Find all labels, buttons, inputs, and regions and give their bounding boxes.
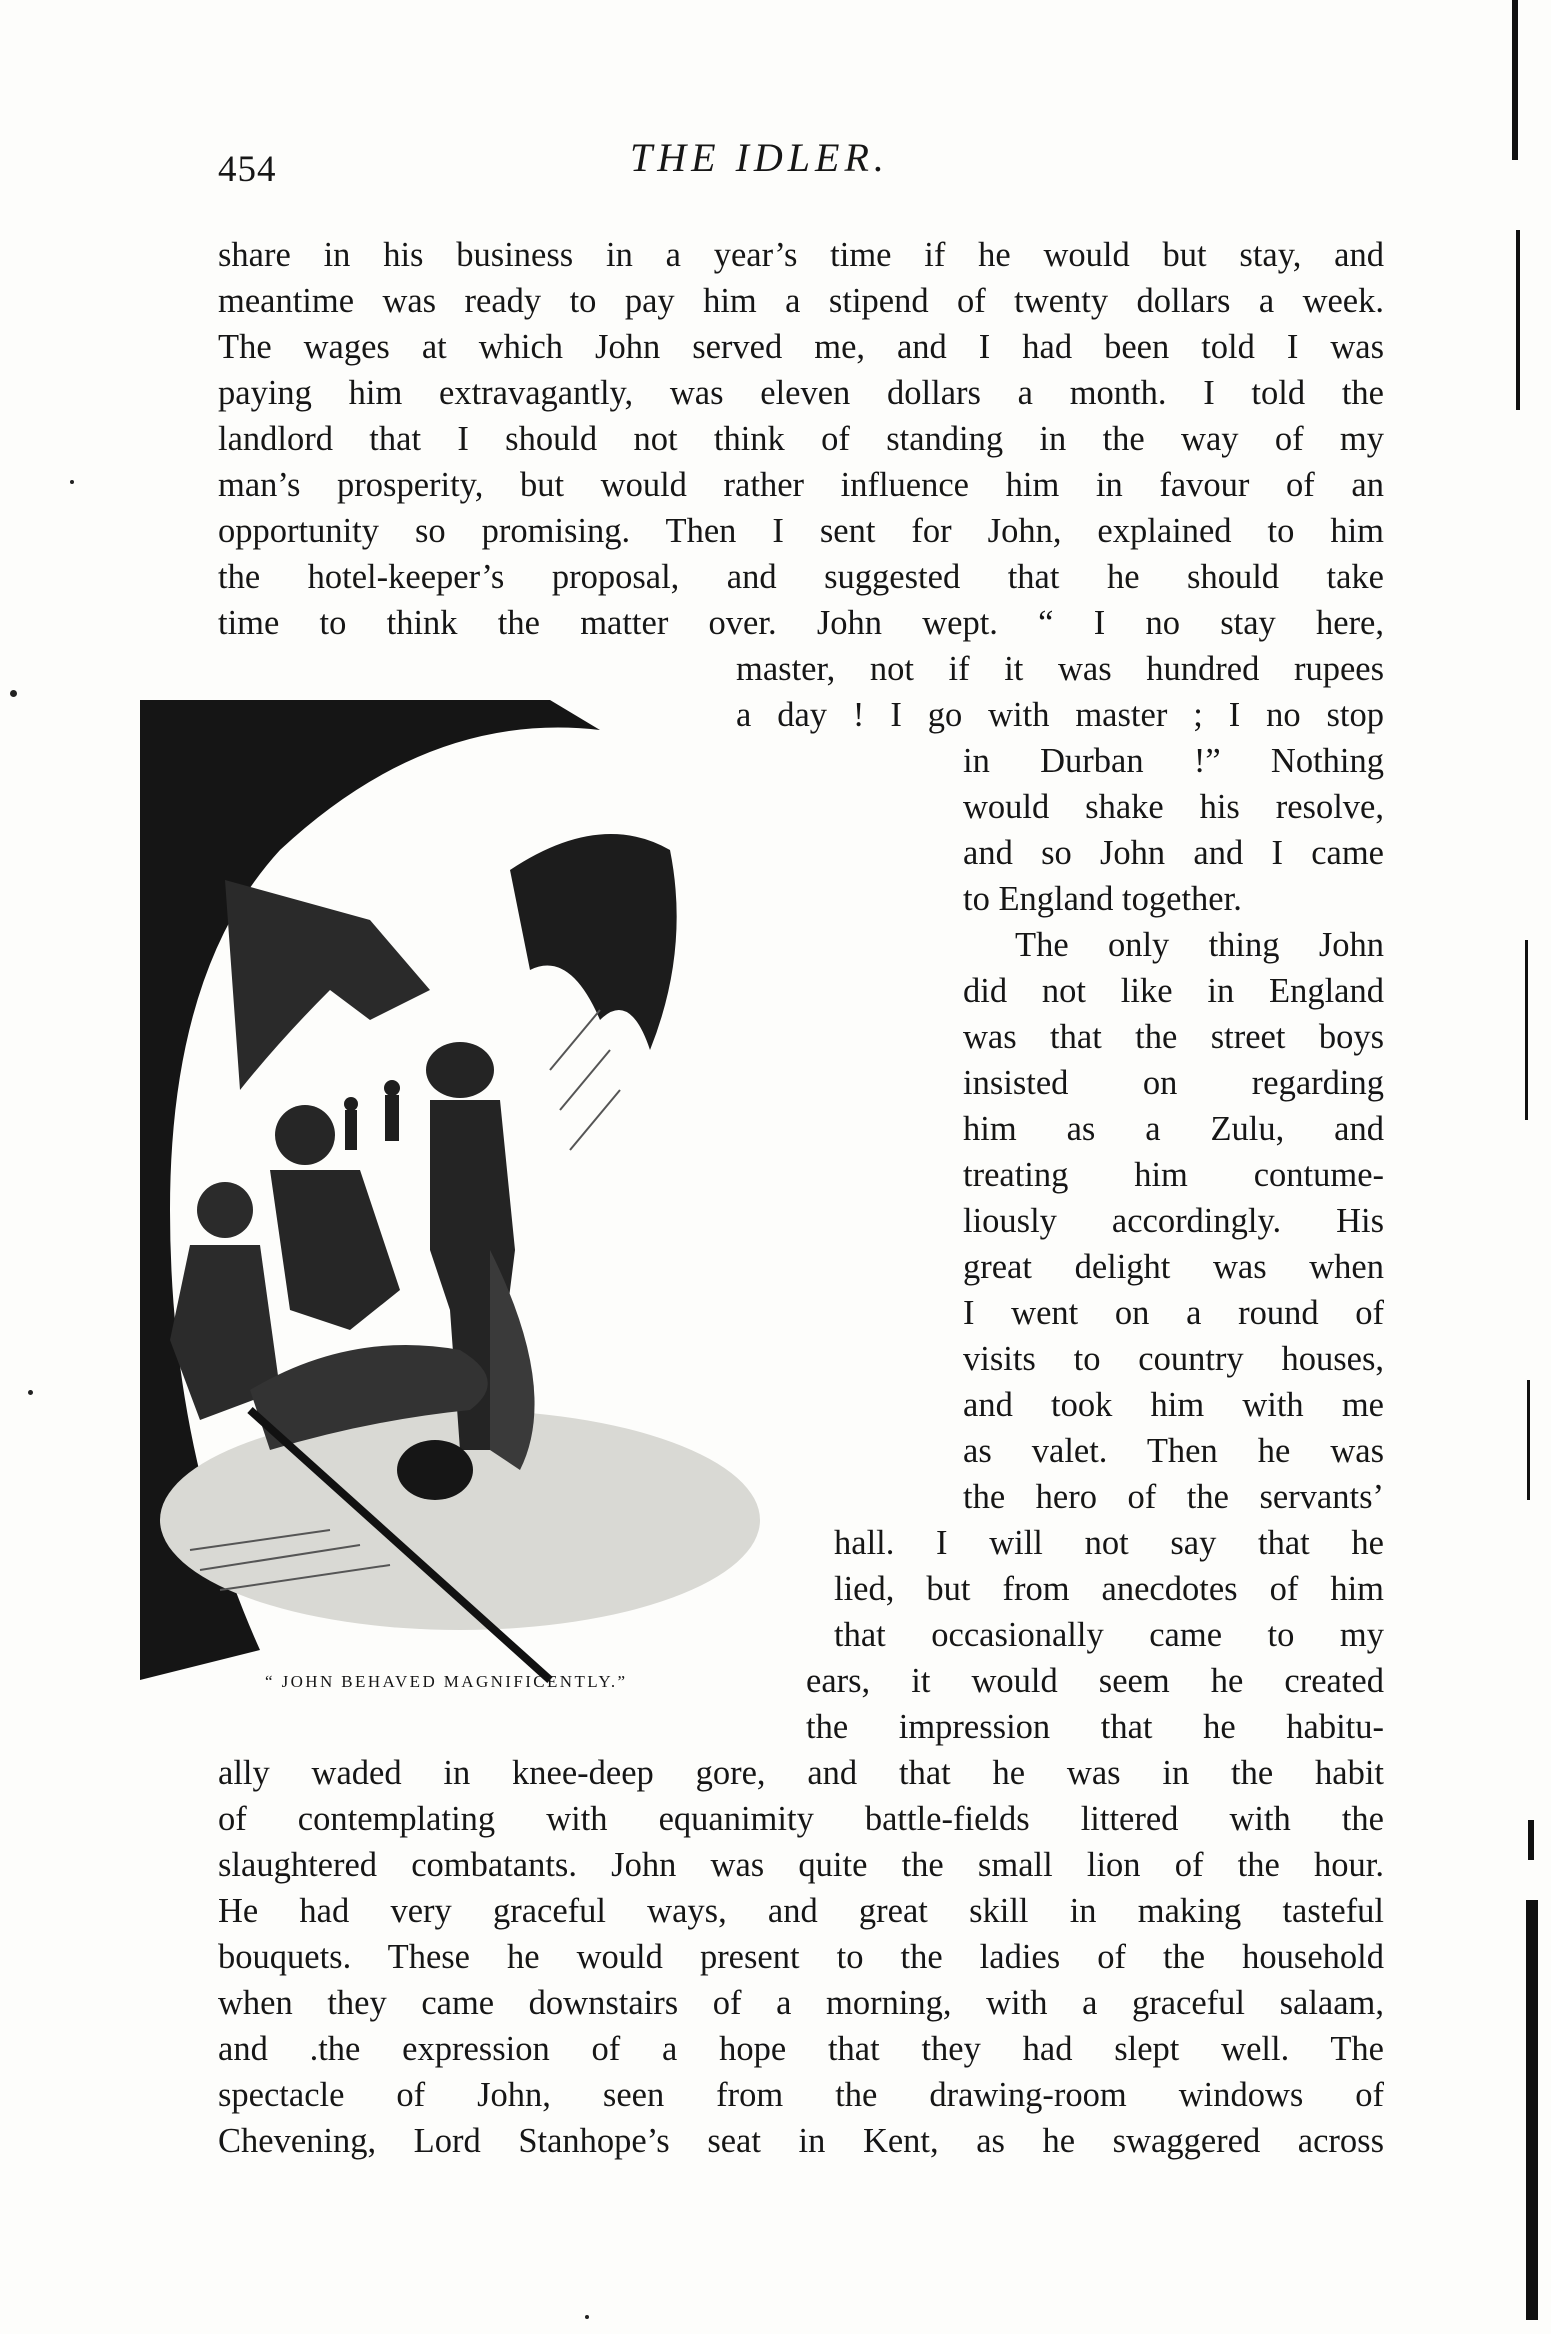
text-line: meantime was ready to pay him a stipend of twenty dollars a week. [218, 282, 1384, 320]
text-line: time to think the matter over. John wept. “ I no stay here, [218, 604, 1384, 642]
text-line: man’s prosperity, but would rather influence him in favour of an [218, 466, 1384, 504]
text-line: liously accordingly. His [963, 1202, 1384, 1240]
text-line: bouquets. These he would present to the ladies of the household [218, 1938, 1384, 1976]
illustration-distant-figures [344, 1080, 400, 1150]
text-line: to England together. [963, 880, 1242, 918]
text-line: He had very graceful ways, and great skill in making tasteful [218, 1892, 1384, 1930]
text-line: slaughtered combatants. John was quite the small lion of the hour. [218, 1846, 1384, 1884]
text-line: and took him with me [963, 1386, 1384, 1424]
text-line: him as a Zulu, and [963, 1110, 1384, 1148]
text-line: the hero of the servants’ [963, 1478, 1384, 1516]
text-line: in Durban !” Nothing [963, 742, 1384, 780]
text-line: of contemplating with equanimity battle-fields littered with the [218, 1800, 1384, 1838]
text-line: would shake his resolve, [963, 788, 1384, 826]
text-line: great delight was when [963, 1248, 1384, 1286]
text-line: paying him extravagantly, was eleven dollars a month. I told the [218, 374, 1384, 412]
scan-binding-edge [1525, 940, 1528, 1120]
illustration-figure-bearded [270, 1105, 400, 1330]
text-line: treating him contume- [963, 1156, 1384, 1194]
text-line: The only thing John [1015, 926, 1384, 964]
running-title: THE IDLER. [630, 135, 889, 180]
text-line: when they came downstairs of a morning, with a graceful salaam, [218, 1984, 1384, 2022]
scan-speck [70, 480, 74, 484]
page-number: 454 [218, 149, 277, 190]
text-line: the hotel-keeper’s proposal, and suggested that he should take [218, 558, 1384, 596]
page-header [0, 0, 1551, 220]
illustration-helmet-on-ground [397, 1440, 473, 1500]
text-line: landlord that I should not think of standing in the way of my [218, 420, 1384, 458]
text-line: share in his business in a year’s time if he would but stay, and [218, 236, 1384, 274]
text-line: hall. I will not say that he [834, 1524, 1384, 1562]
illustration-engraving [130, 690, 930, 1685]
text-line: The wages at which John served me, and I had been told I was [218, 328, 1384, 366]
text-line: spectacle of John, seen from the drawing-room windows of [218, 2076, 1384, 2114]
scan-binding-edge [1527, 1380, 1530, 1500]
scan-binding-edge [1516, 230, 1520, 410]
text-line: insisted on regarding [963, 1064, 1384, 1102]
illustration [130, 690, 930, 1685]
text-line: I went on a round of [963, 1294, 1384, 1332]
text-line: lied, but from anecdotes of him [834, 1570, 1384, 1608]
scan-speck [585, 2315, 589, 2319]
text-line: visits to country houses, [963, 1340, 1384, 1378]
text-line: and so John and I came [963, 834, 1384, 872]
text-line: that occasionally came to my [834, 1616, 1384, 1654]
illustration-ruin-wall [225, 880, 430, 1090]
text-line: opportunity so promising. Then I sent for John, explained to him [218, 512, 1384, 550]
illustration-caption: “ JOHN BEHAVED MAGNIFICENTLY.” [265, 1672, 628, 1691]
text-line: Chevening, Lord Stanhope’s seat in Kent, as he swaggered across [218, 2122, 1384, 2160]
scan-binding-edge [1512, 0, 1518, 160]
text-line: master, not if it was hundred rupees [736, 650, 1384, 688]
text-line: and .the expression of a hope that they had slept well. The [218, 2030, 1384, 2068]
text-line: the impression that he habitu- [806, 1708, 1384, 1746]
text-line: ears, it would seem he created [806, 1662, 1384, 1700]
text-line: was that the street boys [963, 1018, 1384, 1056]
text-line: ally waded in knee-deep gore, and that he was in the habit [218, 1754, 1384, 1792]
scan-binding-edge [1526, 1900, 1538, 2320]
text-line: a day ! I go with master ; I no stop [736, 696, 1384, 734]
scan-binding-edge [1528, 1820, 1534, 1860]
scan-speck [28, 1390, 33, 1395]
text-line: did not like in England [963, 972, 1384, 1010]
text-line: as valet. Then he was [963, 1432, 1384, 1470]
scan-speck [10, 690, 17, 697]
